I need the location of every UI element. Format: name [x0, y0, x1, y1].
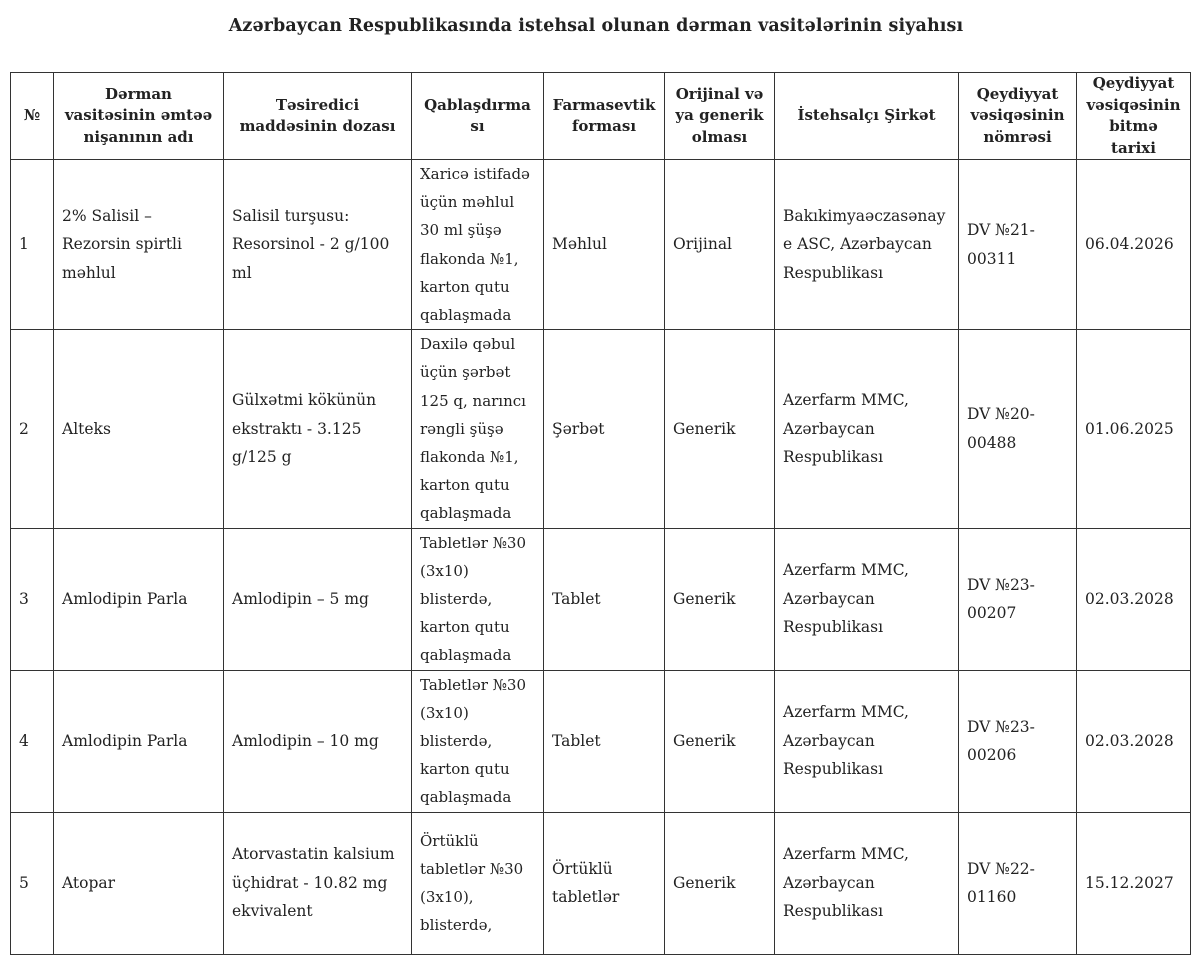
cell-manufacturer: Azerfarm MMC, Azərbaycan Respublikası: [775, 670, 959, 812]
cell-packaging: Örtüklü tabletlər №30 (3x10), blisterdə,: [412, 812, 544, 954]
cell-form: Örtüklü tabletlər: [544, 812, 665, 954]
column-header-expiry: Qeydiyyat vəsiqəsinin bitmə tarixi: [1077, 73, 1191, 160]
column-header-reg-number: Qeydiyyat vəsiqəsinin nömrəsi: [959, 73, 1077, 160]
column-header-name: Dərman vasitəsinin əmtəə nişanının adı: [54, 73, 224, 160]
cell-reg-number: DV №20-00488: [959, 330, 1077, 528]
cell-manufacturer: Bakıkimyaəczasənaye ASC, Azərbaycan Respublikası: [775, 160, 959, 330]
cell-packaging: Daxilə qəbul üçün şərbət 125 q, narıncı rəngli şüşə flakonda №1, karton qutu qablaşmada: [412, 330, 544, 528]
cell-dose: Amlodipin – 10 mg: [224, 670, 412, 812]
cell-reg-number: DV №23-00207: [959, 528, 1077, 670]
cell-form: Şərbət: [544, 330, 665, 528]
cell-manufacturer: Azerfarm MMC, Azərbaycan Respublikası: [775, 330, 959, 528]
medicines-table: [10, 72, 1191, 955]
cell-name: Atopar: [54, 812, 224, 954]
cell-type: Generik: [665, 330, 775, 528]
cell-name: Amlodipin Parla: [54, 670, 224, 812]
cell-packaging: Tabletlər №30 (3x10) blisterdə, karton qutu qablaşmada: [412, 528, 544, 670]
cell-reg-number: DV №22-01160: [959, 812, 1077, 954]
cell-form: Tablet: [544, 670, 665, 812]
column-header-dose: Təsiredici maddəsinin dozası: [224, 73, 412, 160]
cell-manufacturer: Azerfarm MMC, Azərbaycan Respublikası: [775, 812, 959, 954]
cell-form: Məhlul: [544, 160, 665, 330]
cell-name: Amlodipin Parla: [54, 528, 224, 670]
table-row: [11, 812, 1191, 954]
cell-manufacturer: Azerfarm MMC, Azərbaycan Respublikası: [775, 528, 959, 670]
cell-form: Tablet: [544, 528, 665, 670]
cell-dose: Atorvastatin kalsium üçhidrat - 10.82 mg ekvivalent: [224, 812, 412, 954]
cell-dose: Salisil turşusu: Resorsinol - 2 g/100 ml: [224, 160, 412, 330]
cell-dose: Amlodipin – 5 mg: [224, 528, 412, 670]
header-row: [11, 73, 1191, 160]
cell-number: 5: [11, 812, 54, 954]
cell-expiry: 02.03.2028: [1077, 670, 1191, 812]
cell-packaging: Tabletlər №30 (3x10) blisterdə, karton qutu qablaşmada: [412, 670, 544, 812]
column-header-manufacturer: İstehsalçı Şirkət: [775, 73, 959, 160]
table-header: [11, 73, 1191, 160]
cell-number: 4: [11, 670, 54, 812]
cell-dose: Gülxətmi kökünün ekstraktı - 3.125 g/125 g: [224, 330, 412, 528]
cell-expiry: 15.12.2027: [1077, 812, 1191, 954]
cell-expiry: 06.04.2026: [1077, 160, 1191, 330]
cell-type: Generik: [665, 670, 775, 812]
column-header-packaging: Qablaşdırması: [412, 73, 544, 160]
table-row: [11, 330, 1191, 528]
column-header-form: Farmasevtik forması: [544, 73, 665, 160]
cell-number: 3: [11, 528, 54, 670]
cell-packaging: Xaricə istifadə üçün məhlul 30 ml şüşə flakonda №1, karton qutu qablaşmada: [412, 160, 544, 330]
cell-expiry: 01.06.2025: [1077, 330, 1191, 528]
cell-name: Alteks: [54, 330, 224, 528]
page-title: Azərbaycan Respublikasında istehsal olunan dərman vasitələrinin siyahısı: [228, 16, 964, 36]
medicines-table-container: [10, 72, 1190, 955]
cell-name: 2% Salisil – Rezorsin spirtli məhlul: [54, 160, 224, 330]
cell-reg-number: DV №21-00311: [959, 160, 1077, 330]
cell-expiry: 02.03.2028: [1077, 528, 1191, 670]
column-header-original-generic: Orijinal və ya generik olması: [665, 73, 775, 160]
table-row: [11, 160, 1191, 330]
column-header-number: №: [11, 73, 54, 160]
cell-type: Generik: [665, 528, 775, 670]
cell-type: Generik: [665, 812, 775, 954]
table-row: [11, 528, 1191, 670]
table-body: [11, 160, 1191, 955]
cell-type: Orijinal: [665, 160, 775, 330]
cell-reg-number: DV №23-00206: [959, 670, 1077, 812]
table-row: [11, 670, 1191, 812]
cell-number: 2: [11, 330, 54, 528]
cell-number: 1: [11, 160, 54, 330]
